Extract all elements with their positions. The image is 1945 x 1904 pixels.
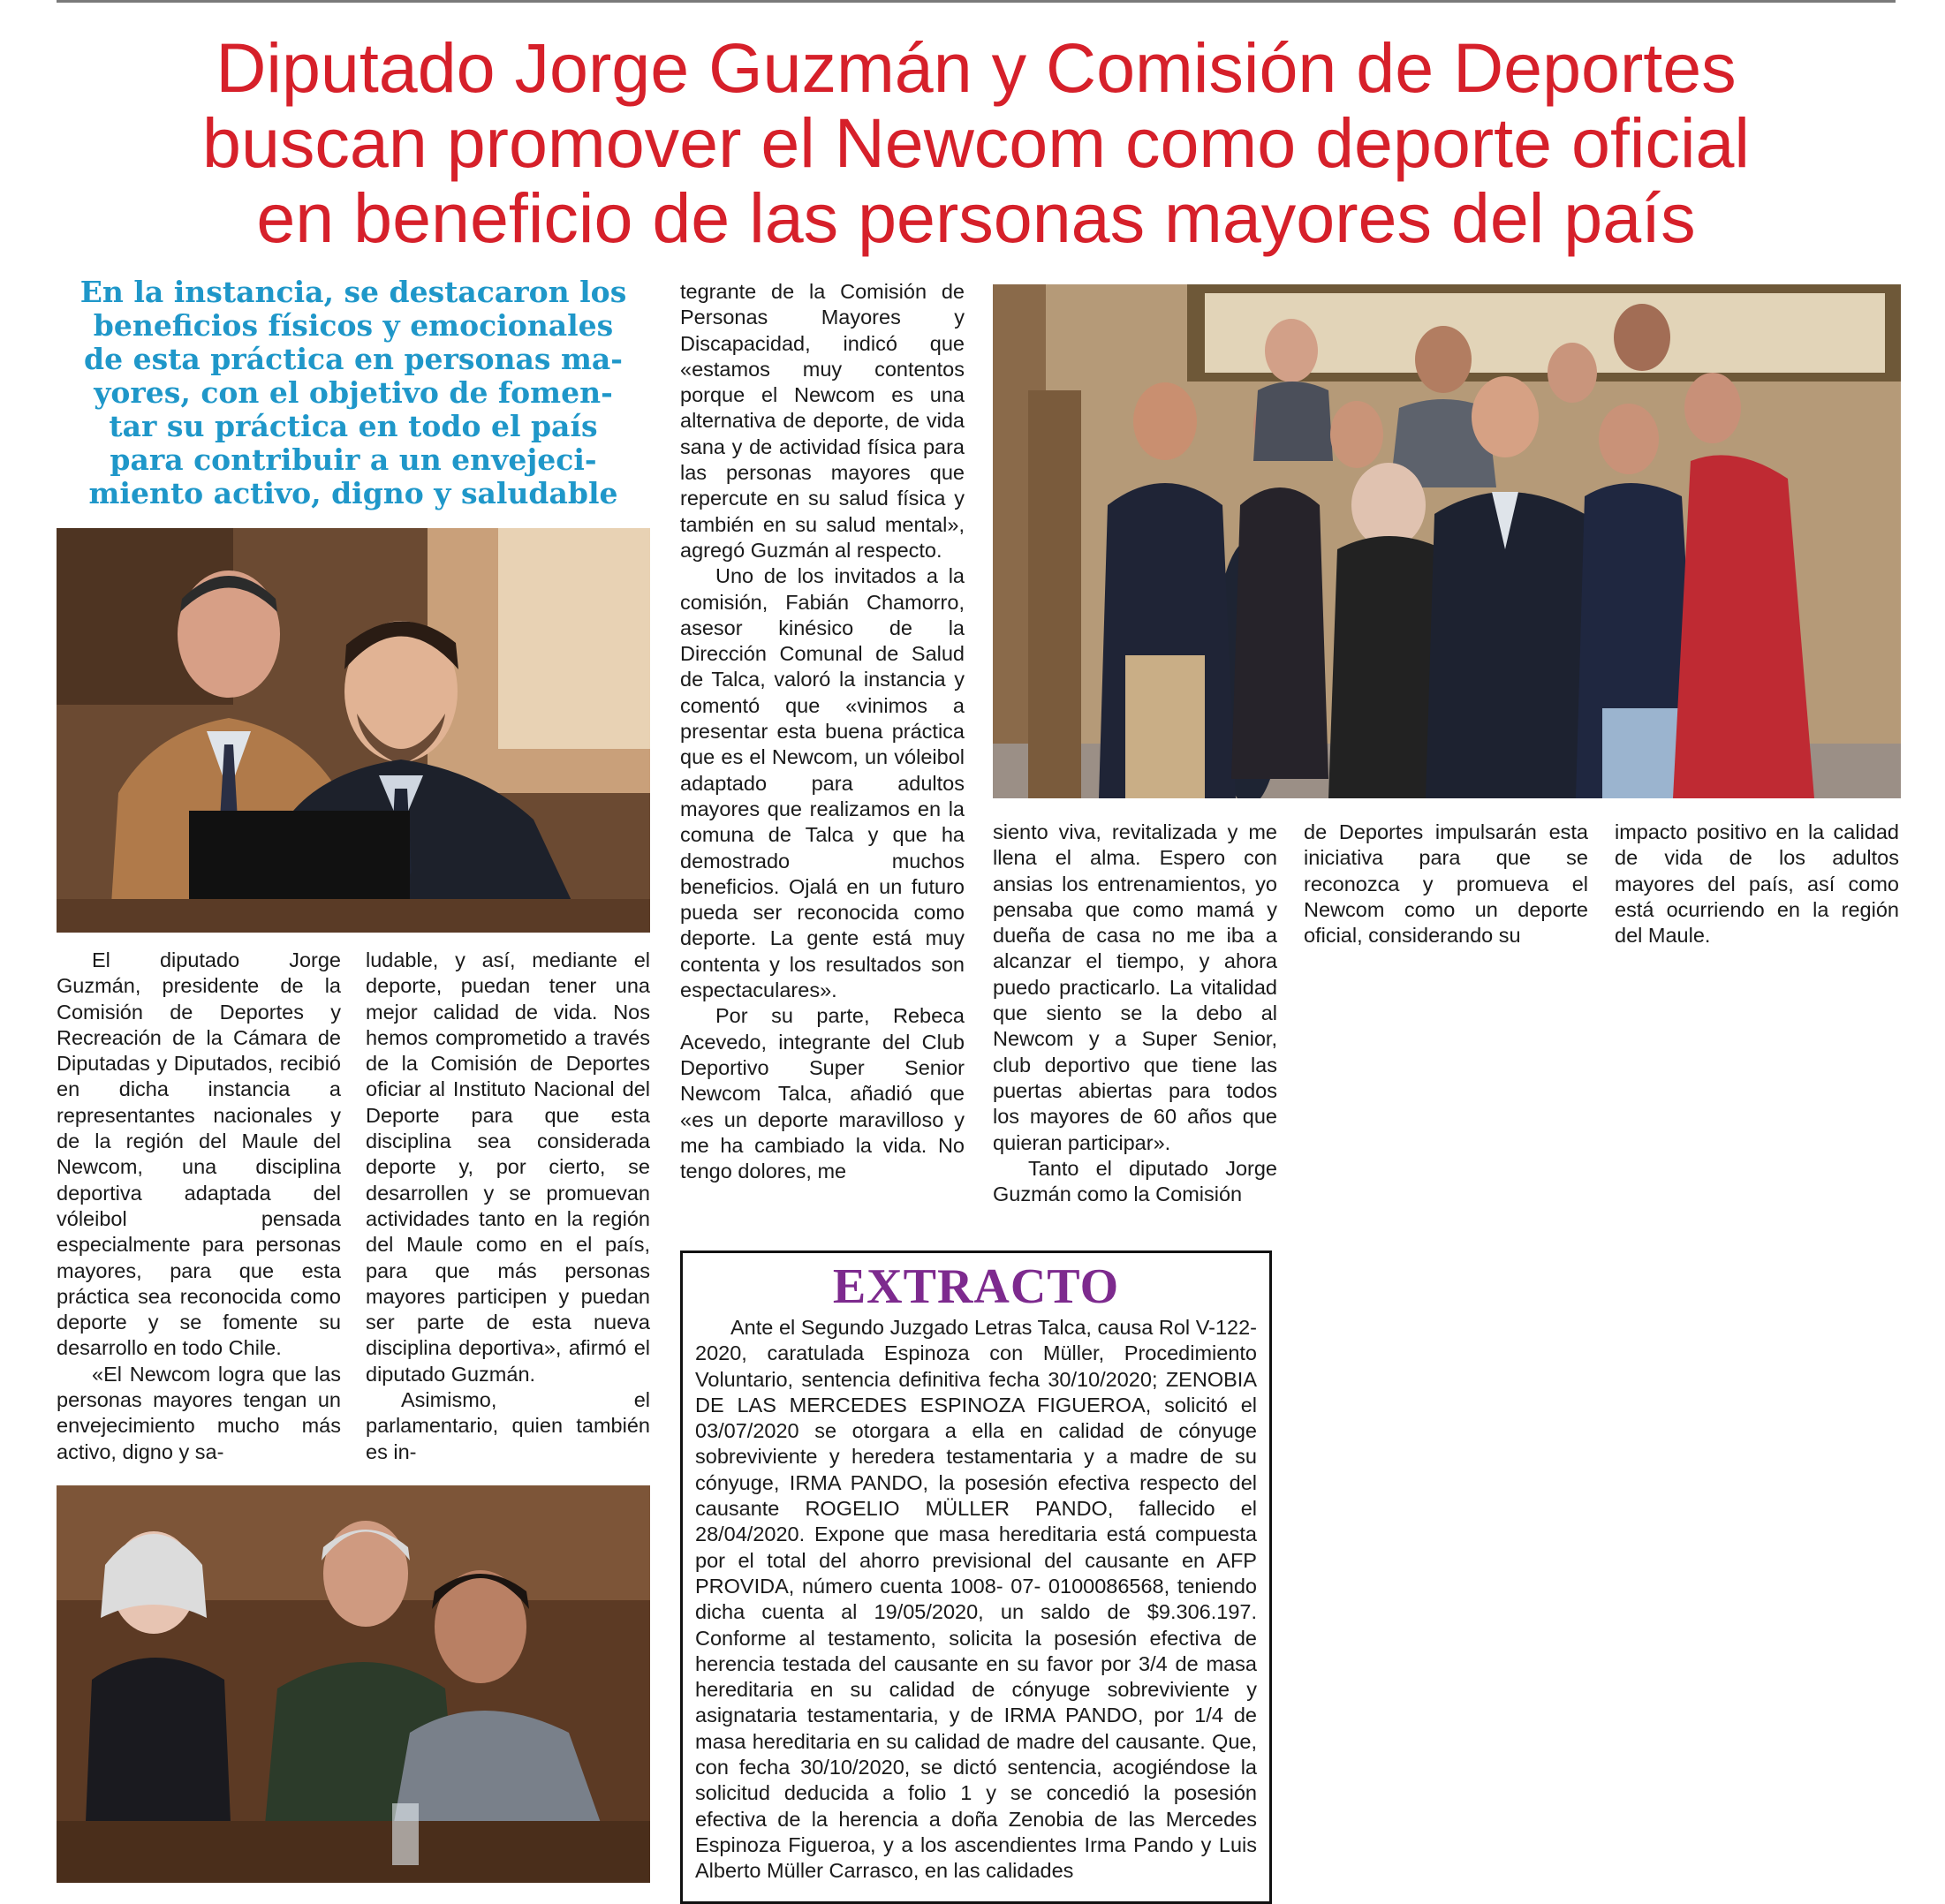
article-paragraph: siento viva, revitalizada y me llena el alma. Espero con ansias los entrenamientos, yo pensaba que como mamá y dueña de casa no me iba a alcanzar el tiempo, y ahora puedo practicarlo. La vitalidad que siento se la debo al Newcom y a Super Senior, club deportivo que tiene las puertas abiertas para todos los mayores de 60 años que quieran participar». (993, 820, 1277, 1154)
article-column-1 (57, 948, 341, 1465)
article-paragraph: El diputado Jorge Guzmán, presidente de la Comisión de Deportes y Recreación de la Cámara de Diputadas y Diputados, recibió en dicha instancia a representantes nacionales y de la región del Maule del Newcom, una disciplina deportiva adaptada del vóleibol pensada especialmente para personas mayores, para que esta práctica sea reconocida como deporte y se fomente su desarrollo en todo Chile. (57, 948, 341, 1360)
article-paragraph: tegrante de la Comisión de Personas Mayores y Discapacidad, indicó que «estamos muy contentos porque el Newcom es una alternativa de deporte, de vida sana y de actividad física para las personas mayores que repercute en su salud física y también en su salud mental», agregó Guzmán al respecto. (680, 280, 965, 562)
article-column-3 (680, 279, 965, 1184)
lead-line: yores, con el objetivo de fomen- (94, 375, 613, 410)
article-column-2 (366, 948, 650, 1465)
photo-deputy-at-desk (57, 528, 650, 933)
headline-line-3: en beneficio de las personas mayores del país (256, 178, 1696, 257)
headline-line-2: buscan promover el Newcom como deporte oficial (202, 103, 1750, 182)
article-paragraph: Asimismo, el parlamentario, quien también es in- (366, 1388, 650, 1463)
extracto-body: Ante el Segundo Juzgado Letras Talca, causa Rol V-122-2020, caratulada Espinoza con Müller, Procedimiento Voluntario, sentencia definitiva fecha 30/10/2020; ZENOBIA DE LAS MERCEDES ESPINOZA FIGUEROA, solicitó el 03/07/2020 se otorgara a ella en calidad de cónyuge sobreviviente y heredera testamentaria y a madre de su cónyuge, IRMA PANDO, la posesión efectiva respecto del causante ROGELIO MÜLLER PANDO, fallecido el 28/04/2020. Expone que masa hereditaria está compuesta por el total del ahorro previsional del causante en AFP PROVIDA, número cuenta 1008- 07- 0100086568, teniendo dicha cuenta al 19/05/2020, un saldo de $9.306.197. Conforme al testamento, solicita la posesión efectiva de herencia testada del causante en su favor por 3/4 de masa hereditaria en su calidad de cónyuge sobreviviente y asignataria testamentaria, y de IRMA PANDO, por 1/4 de masa hereditaria en su calidad de madre del causante. Que, con fecha 30/10/2020, se dictó sentencia, acogiéndose la solicitud deducida a folio 1 y se concedió la posesión efectiva de la herencia a doña Zenobia de las Mercedes Espinoza Figueroa, y a los ascendientes Irma Pando y Luis Alberto Müller Carrasco, en las calidades (695, 1316, 1257, 1883)
lead-line: de esta práctica en personas ma- (84, 342, 623, 376)
headline (53, 30, 1899, 255)
article-paragraph: Uno de los invitados a la comisión, Fabián Chamorro, asesor kinésico de la Dirección Comunal de Salud de Talca, valoró la instancia y comentó que «vinimos a presentar esta buena práctica que es el Newcom, un vóleibol adaptado para adultos mayores que realizamos en la comuna de Talca y que ha demostrado muchos beneficios. Ojalá en un futuro pueda ser reconocida como deporte. La gente está muy contenta y los resultados son espectaculares». (680, 564, 965, 1002)
extracto-notice (680, 1250, 1272, 1904)
photo-group (993, 284, 1901, 798)
extracto-title: EXTRACTO (832, 1259, 1120, 1314)
top-rule (57, 0, 1896, 3)
headline-line-1: Diputado Jorge Guzmán y Comisión de Deportes (216, 28, 1737, 107)
lead-line: En la instancia, se destacaron los (79, 275, 627, 309)
lead-subheading (57, 276, 650, 510)
article-paragraph: Tanto el diputado Jorge Guzmán como la Comisión (993, 1156, 1277, 1206)
article-paragraph: «El Newcom logra que las personas mayores tengan un envejecimiento mucho más activo, digno y sa- (57, 1362, 341, 1463)
article-column-5 (1304, 820, 1588, 948)
lead-line: para contribuir a un envejeci- (110, 442, 597, 477)
article-paragraph: de Deportes impulsarán esta iniciativa para que se reconozca y promueva el Newcom como un deporte oficial, considerando su (1304, 820, 1588, 948)
article-paragraph: Por su parte, Rebeca Acevedo, integrante del Club Deportivo Super Senior Newcom Talca, añadió que «es un deporte maravilloso y me ha cambiado la vida. No tengo dolores, me (680, 1004, 965, 1183)
lead-line: miento activo, digno y saludable (88, 476, 618, 510)
article-column-6 (1615, 820, 1899, 948)
photo-seated-guests (57, 1485, 650, 1883)
lead-line: beneficios físicos y emocionales (93, 308, 614, 343)
article-paragraph: ludable, y así, mediante el deporte, puedan tener una mejor calidad de vida. Nos hemos comprometido a través de la Comisión de Deportes oficiar al Instituto Nacional del Deporte para que esta disciplina sea considerada deporte y, por cierto, se desarrollen y se promuevan actividades tanto en la región del Maule como en el país, para que más personas mayores participen y puedan ser parte de esta nueva disciplina deportiva», afirmó el diputado Guzmán. (366, 948, 650, 1386)
article-column-4 (993, 820, 1277, 1207)
lead-line: tar su práctica en todo el país (109, 409, 598, 443)
article-paragraph: impacto positivo en la calidad de vida de los adultos mayores del país, así como está ocurriendo en la región del Maule. (1615, 820, 1899, 948)
